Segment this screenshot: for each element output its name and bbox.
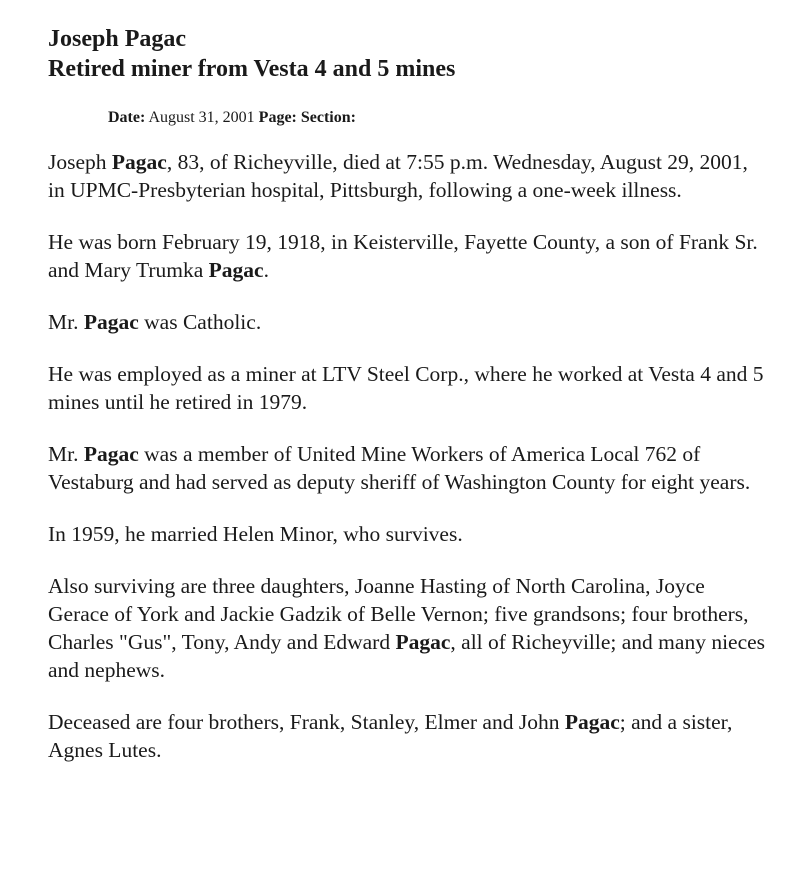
paragraph-text: Deceased are four brothers, Frank, Stanley, Elmer and John (48, 710, 565, 734)
article-paragraph (48, 572, 768, 684)
article-paragraph (48, 440, 768, 496)
paragraph-text: , all of Richeyville; and many nieces and nephews. (48, 630, 766, 682)
headline-name: Joseph Pagac (48, 26, 186, 52)
paragraph-text: , 83, of Richeyville, died at 7:55 p.m. Wednesday, August 29, 2001, in UPMC-Presbyterian hospital, Pittsburgh, following a one-week illness. (48, 150, 748, 202)
surname-emphasis: Pagac (564, 710, 620, 734)
paragraph-text: Joseph (48, 150, 112, 174)
surname-emphasis: Pagac (111, 150, 167, 174)
article-paragraph (48, 360, 768, 416)
paragraph-text: Mr. (48, 310, 84, 334)
paragraph-text: He was employed as a miner at LTV Steel Corp., where he worked at Vesta 4 and 5 mines until he retired in 1979. (48, 362, 764, 414)
paragraph-text: In 1959, he married Helen Minor, who survives. (48, 522, 463, 546)
surname-emphasis: Pagac (83, 310, 139, 334)
paragraph-text: was a member of United Mine Workers of America Local 762 of Vestaburg and had served as deputy sheriff of Washington County for eight years. (48, 442, 751, 494)
paragraph-text: Mr. (48, 442, 84, 466)
paragraph-text: He was born February 19, 1918, in Keisterville, Fayette County, a son of Frank Sr. and Mary Trumka (48, 230, 758, 282)
date-label: Date: (108, 109, 146, 126)
paragraph-text: ; and a sister, Agnes Lutes. (48, 710, 733, 762)
article-paragraph (48, 308, 768, 336)
paragraph-text: was Catholic. (138, 310, 262, 334)
article-meta (108, 108, 768, 128)
article-paragraph (48, 148, 768, 204)
article-paragraph (48, 228, 768, 284)
headline-subtitle: Retired miner from Vesta 4 and 5 mines (48, 56, 456, 82)
obituary-page (48, 24, 768, 788)
article-paragraph (48, 520, 768, 548)
section-label: Section: (300, 109, 356, 126)
date-value: August 31, 2001 (148, 109, 255, 126)
article-paragraph (48, 708, 768, 764)
surname-emphasis: Pagac (83, 442, 139, 466)
page-label: Page: (258, 109, 297, 126)
article-body (48, 148, 768, 764)
surname-emphasis: Pagac (395, 630, 451, 654)
paragraph-text: . (263, 258, 269, 282)
paragraph-text: Also surviving are three daughters, Joanne Hasting of North Carolina, Joyce Gerace of York and Jackie Gadzik of Belle Vernon; five grandsons; four brothers, Charles "Gus", Tony, Andy and Edward (48, 574, 749, 654)
surname-emphasis: Pagac (208, 258, 264, 282)
